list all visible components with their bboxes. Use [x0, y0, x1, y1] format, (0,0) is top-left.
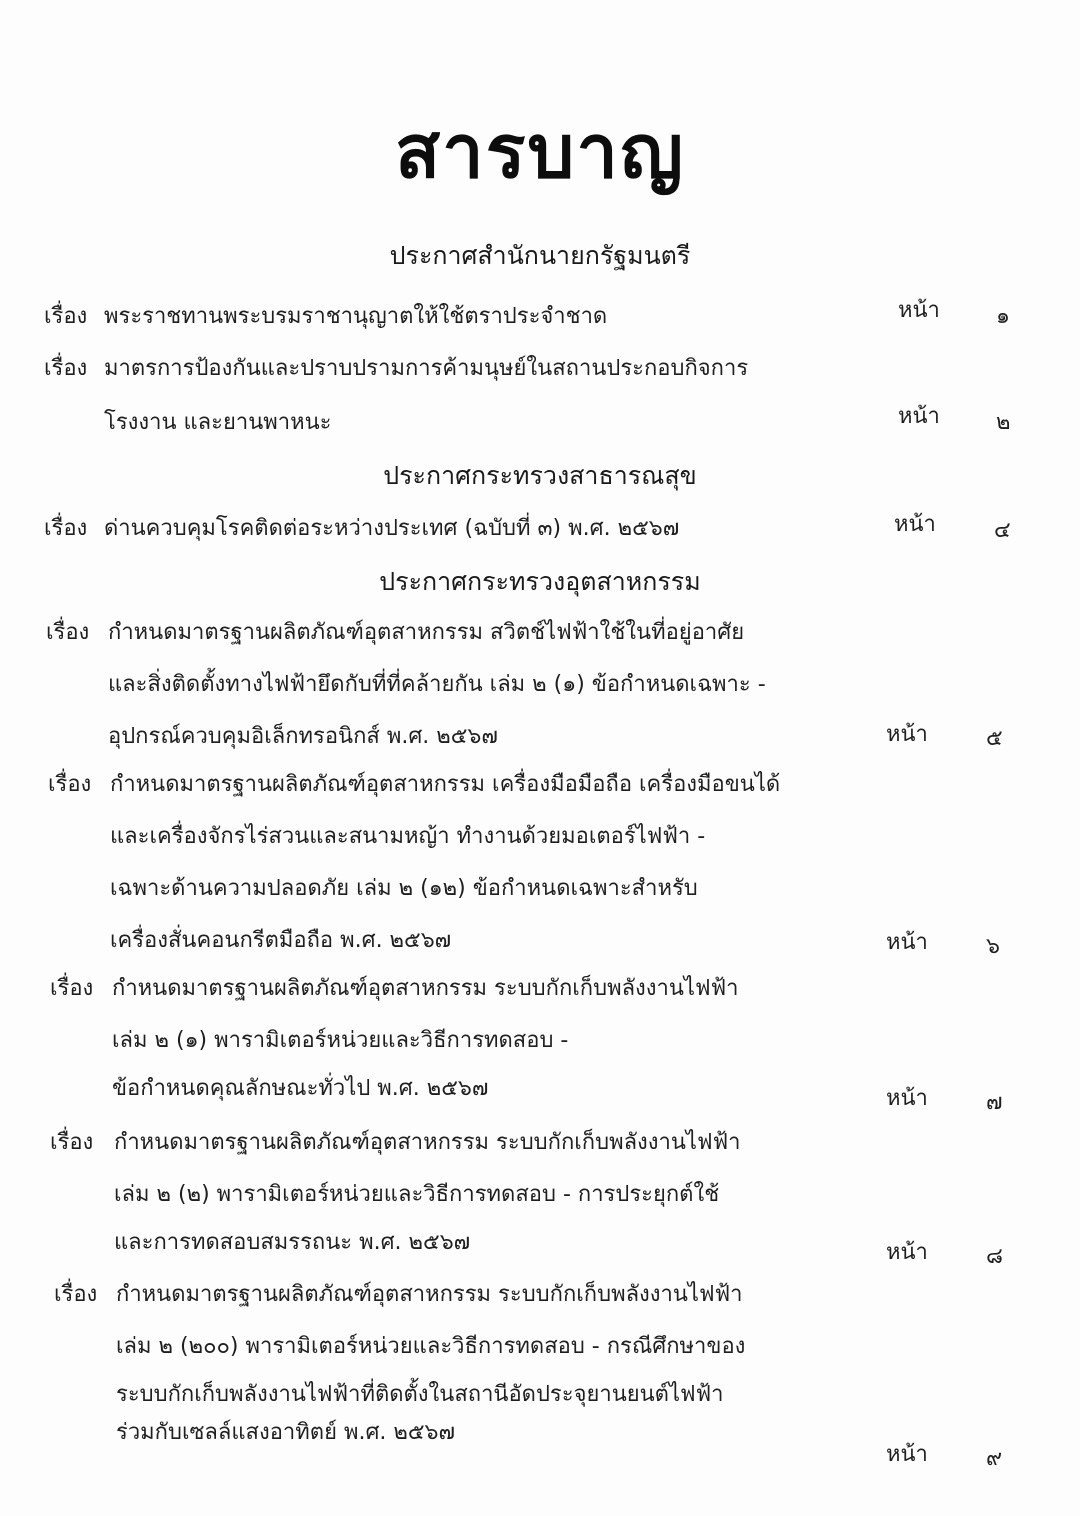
- entry-prefix: เรื่อง: [50, 1130, 94, 1155]
- entry-line: กำหนดมาตรฐานผลิตภัณฑ์อุตสาหกรรม ระบบกักเก็บพลังงานไฟฟ้า: [112, 976, 739, 1001]
- page-number: ๘: [986, 1244, 1003, 1269]
- entry-line: อุปกรณ์ควบคุมอิเล็กทรอนิกส์ พ.ศ. ๒๕๖๗: [108, 724, 498, 749]
- entry-line: ด่านควบคุมโรคติดต่อระหว่างประเทศ (ฉบับที่ ๓) พ.ศ. ๒๕๖๗: [104, 516, 680, 541]
- entry-line: กำหนดมาตรฐานผลิตภัณฑ์อุตสาหกรรม ระบบกักเก็บพลังงานไฟฟ้า: [116, 1282, 743, 1307]
- page-number: ๑: [996, 304, 1010, 329]
- entry-line: ข้อกำหนดคุณลักษณะทั่วไป พ.ศ. ๒๕๖๗: [112, 1076, 489, 1101]
- entry-line: พระราชทานพระบรมราชานุญาตให้ใช้ตราประจำชาด: [104, 304, 608, 329]
- entry-line: โรงงาน และยานพาหนะ: [104, 410, 332, 435]
- page-number: ๗: [986, 1090, 1003, 1115]
- page-title: สารบาญ: [394, 109, 686, 195]
- entry-prefix: เรื่อง: [46, 620, 90, 645]
- entry-line: กำหนดมาตรฐานผลิตภัณฑ์อุตสาหกรรม สวิตช์ไฟฟ้าใช้ในที่อยู่อาศัย: [108, 620, 745, 645]
- entry-line: และการทดสอบสมรรถนะ พ.ศ. ๒๕๖๗: [114, 1230, 471, 1255]
- entry-line: และเครื่องจักรไร่สวนและสนามหญ้า ทำงานด้วยมอเตอร์ไฟฟ้า -: [110, 824, 706, 849]
- entry-prefix: เรื่อง: [50, 976, 94, 1001]
- entry-line: เล่ม ๒ (๑) พารามิเตอร์หน่วยและวิธีการทดสอบ -: [112, 1028, 569, 1053]
- section-heading-prime-minister: ประกาศสำนักนายกรัฐมนตรี: [389, 241, 691, 270]
- entry-line: ระบบกักเก็บพลังงานไฟฟ้าที่ติดตั้งในสถานีอัดประจุยานยนต์ไฟฟ้า: [116, 1382, 724, 1407]
- entry-line: กำหนดมาตรฐานผลิตภัณฑ์อุตสาหกรรม ระบบกักเก็บพลังงานไฟฟ้า: [114, 1130, 741, 1155]
- page-label: หน้า: [886, 1442, 928, 1467]
- entry-prefix: เรื่อง: [48, 772, 92, 797]
- page-label: หน้า: [894, 512, 936, 537]
- entry-line: เล่ม ๒ (๒๐๐) พารามิเตอร์หน่วยและวิธีการทดสอบ - กรณีศึกษาของ: [116, 1334, 746, 1359]
- page-number: ๕: [986, 726, 1003, 751]
- entry-prefix: เรื่อง: [54, 1282, 98, 1307]
- entry-line: เล่ม ๒ (๒) พารามิเตอร์หน่วยและวิธีการทดสอบ - การประยุกต์ใช้: [114, 1182, 720, 1207]
- page-label: หน้า: [886, 930, 928, 955]
- entry-prefix: เรื่อง: [44, 356, 88, 381]
- entry-line: และสิ่งติดตั้งทางไฟฟ้ายึดกับที่ที่คล้ายกัน เล่ม ๒ (๑) ข้อกำหนดเฉพาะ -: [108, 672, 766, 697]
- page-label: หน้า: [898, 404, 940, 429]
- page-number: ๖: [986, 934, 1000, 959]
- section-heading-industry: ประกาศกระทรวงอุตสาหกรรม: [379, 567, 701, 596]
- page-label: หน้า: [886, 1240, 928, 1265]
- entry-line: เฉพาะด้านความปลอดภัย เล่ม ๒ (๑๒) ข้อกำหนดเฉพาะสำหรับ: [110, 876, 698, 901]
- page-label: หน้า: [886, 1086, 928, 1111]
- page-number: ๔: [994, 518, 1011, 543]
- page-label: หน้า: [898, 298, 940, 323]
- page-number: ๒: [996, 410, 1011, 435]
- page-number: ๙: [986, 1446, 1003, 1471]
- page-label: หน้า: [886, 722, 928, 747]
- entry-line: เครื่องสั่นคอนกรีตมือถือ พ.ศ. ๒๕๖๗: [110, 928, 452, 953]
- entry-line: มาตรการป้องกันและปราบปรามการค้ามนุษย์ในสถานประกอบกิจการ: [104, 356, 749, 381]
- entry-line: กำหนดมาตรฐานผลิตภัณฑ์อุตสาหกรรม เครื่องมือมือถือ เครื่องมือขนได้: [110, 772, 781, 797]
- entry-prefix: เรื่อง: [44, 516, 88, 541]
- entry-line: ร่วมกับเซลล์แสงอาทิตย์ พ.ศ. ๒๕๖๗: [116, 1420, 456, 1445]
- entry-prefix: เรื่อง: [44, 304, 88, 329]
- section-heading-public-health: ประกาศกระทรวงสาธารณสุข: [383, 461, 697, 490]
